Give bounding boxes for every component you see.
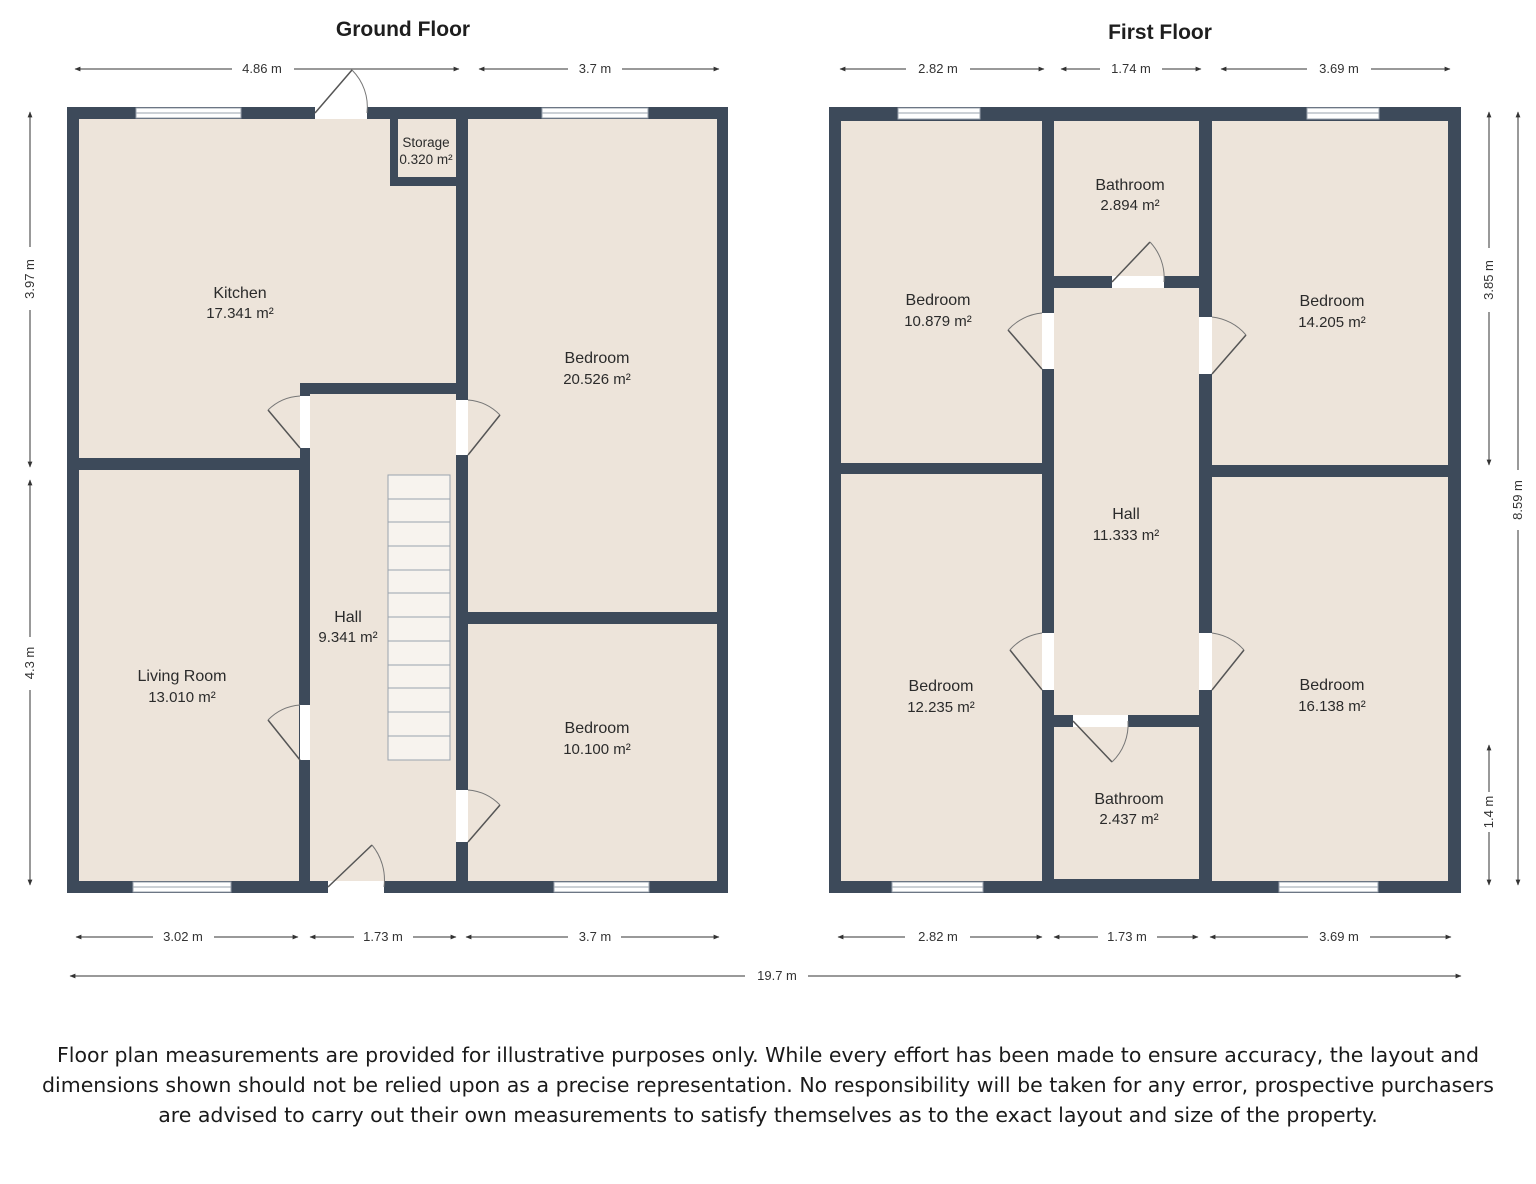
- bedroom-tl-label: Bedroom: [905, 292, 971, 309]
- first-hall-room: [1054, 288, 1199, 715]
- living-room-label: Living Room: [137, 668, 227, 685]
- first-floor: [829, 21, 1525, 944]
- dim-first-right-upper: 3.85 m: [1481, 260, 1496, 300]
- dim-first-right-lower: 1.4 m: [1481, 795, 1496, 829]
- dim-ground-bottom-mid: 1.73 m: [363, 929, 403, 944]
- dim-first-top-right: 3.69 m: [1319, 61, 1359, 76]
- bedroom-br-area: 16.138 m²: [1298, 698, 1366, 715]
- first-hall-label: Hall: [1112, 506, 1140, 523]
- bedroom-small-label: Bedroom: [564, 720, 630, 737]
- bedroom-small-area: 10.100 m²: [563, 741, 631, 758]
- first-floor-title: First Floor: [1108, 21, 1212, 44]
- storage-area: 0.320 m²: [399, 152, 453, 167]
- window: [1279, 882, 1378, 892]
- bathroom-top-area: 2.894 m²: [1100, 197, 1160, 214]
- window: [554, 882, 649, 892]
- kitchen-area: 17.341 m²: [206, 305, 274, 322]
- bedroom-br-label: Bedroom: [1299, 677, 1365, 694]
- dim-first-top-left: 2.82 m: [918, 61, 958, 76]
- dim-first-bottom-mid: 1.73 m: [1107, 929, 1147, 944]
- dim-ground-left-upper: 3.97 m: [22, 259, 37, 299]
- ground-floor: [22, 18, 728, 944]
- window: [898, 108, 980, 119]
- dim-ground-bottom-left: 3.02 m: [163, 929, 203, 944]
- bathroom-bottom-area: 2.437 m²: [1099, 811, 1159, 828]
- ground-hall-area: 9.341 m²: [318, 629, 378, 646]
- window: [133, 882, 231, 892]
- dim-ground-left-lower: 4.3 m: [22, 646, 37, 680]
- first-hall-area: 11.333 m²: [1092, 527, 1160, 544]
- dim-overall-width: 19.7 m: [757, 968, 797, 983]
- dim-first-bottom-left: 2.82 m: [918, 929, 958, 944]
- window: [136, 108, 241, 118]
- staircase: [388, 475, 450, 760]
- bedroom-large-area: 20.526 m²: [563, 371, 631, 388]
- bathroom-bottom-label: Bathroom: [1094, 791, 1164, 808]
- window: [1307, 108, 1379, 119]
- bedroom-tl-area: 10.879 m²: [904, 313, 972, 330]
- window: [542, 108, 648, 118]
- dim-ground-top-right: 3.7 m: [578, 61, 612, 76]
- bedroom-bl-area: 12.235 m²: [907, 699, 975, 716]
- kitchen-label: Kitchen: [213, 285, 267, 302]
- dim-first-right-total: 8.59 m: [1510, 480, 1525, 520]
- bedroom-tr-area: 14.205 m²: [1298, 314, 1366, 331]
- bedroom-large-label: Bedroom: [564, 350, 630, 367]
- living-room-area: 13.010 m²: [148, 689, 216, 706]
- storage-label: Storage: [402, 135, 450, 150]
- dim-first-top-mid: 1.74 m: [1111, 61, 1151, 76]
- bathroom-top-label: Bathroom: [1095, 177, 1165, 194]
- window: [892, 882, 983, 892]
- dim-ground-bottom-right: 3.7 m: [578, 929, 612, 944]
- dim-first-bottom-right: 3.69 m: [1319, 929, 1359, 944]
- ground-hall-label: Hall: [334, 609, 362, 626]
- bedroom-bl-label: Bedroom: [908, 678, 974, 695]
- ground-floor-title: Ground Floor: [335, 18, 471, 41]
- disclaimer-text: Floor plan measurements are provided for illustrative purposes only. While every effort has been made to ensure accuracy, the layout and dimensions shown should not be relied upon as a precise representation. No responsibility will be taken for any error, prospective purchasers are advised to carry out their own measurements to satisfy themselves as to the exact layout and size of the property.: [42, 1043, 1494, 1127]
- bedroom-tr-label: Bedroom: [1299, 293, 1365, 310]
- dim-ground-top-left: 4.86 m: [242, 61, 282, 76]
- door-icon: [315, 70, 367, 119]
